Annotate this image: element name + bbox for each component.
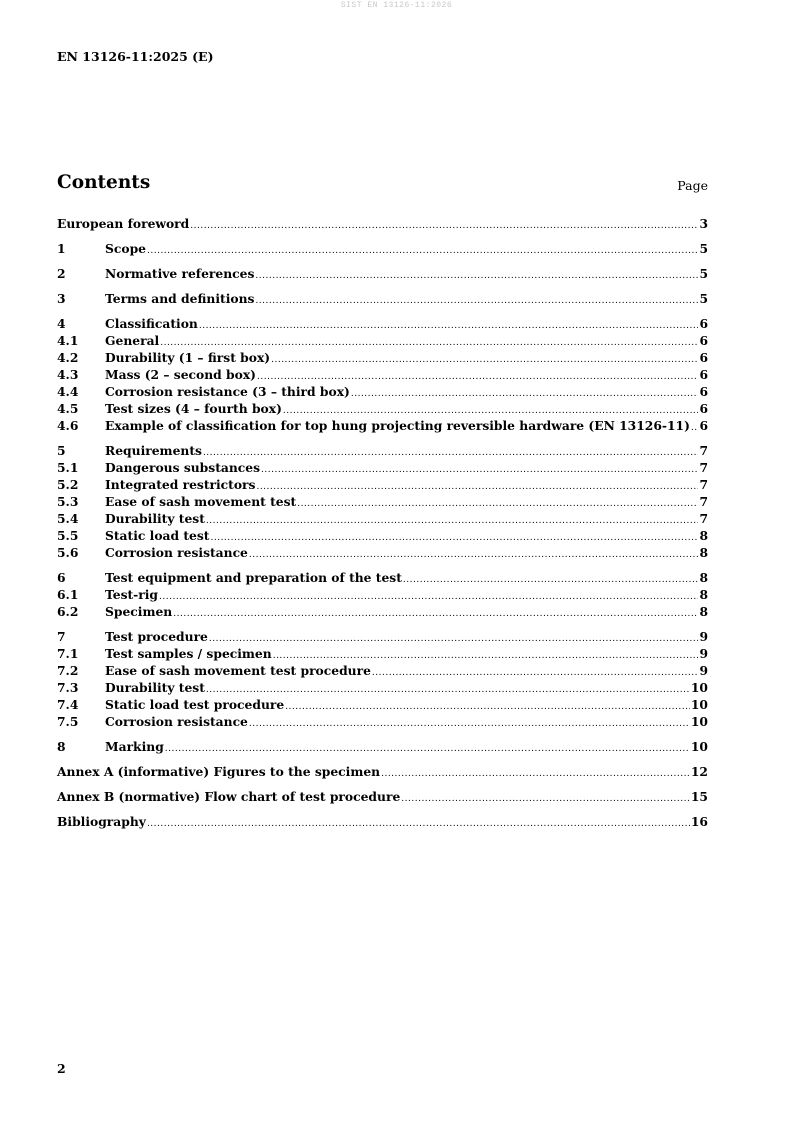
- toc-entry-title: Ease of sash movement test procedure: [105, 663, 371, 678]
- toc-entry-title: Test sizes (4 – fourth box): [105, 401, 282, 416]
- watermark: SIST EN 13126-11:2026: [340, 1, 453, 10]
- toc-entry[interactable]: [57, 679, 708, 696]
- toc-dot-leader: [165, 741, 690, 758]
- toc-entry-page: 5: [699, 241, 708, 256]
- toc-entry-page: 7: [699, 443, 708, 458]
- toc-entry-title: Classification: [105, 316, 198, 331]
- toc-dot-leader: [403, 572, 699, 589]
- toc-entry-number: 5.4: [57, 511, 79, 526]
- toc-entry-title: Dangerous substances: [105, 460, 261, 475]
- toc-entry-title: Test-rig: [105, 587, 159, 602]
- toc-entry-number: 6.2: [57, 604, 79, 619]
- toc-entry-title: Bibliography: [57, 814, 146, 829]
- toc-entry-page: 9: [699, 663, 708, 678]
- toc-entry[interactable]: [57, 215, 708, 232]
- toc-entry-page: 6: [699, 367, 708, 382]
- toc-entry-title: Ease of sash movement test: [105, 494, 297, 509]
- toc-entry[interactable]: [57, 290, 708, 307]
- toc-entry-page: 7: [699, 511, 708, 526]
- toc-dot-leader: [401, 791, 690, 808]
- toc-dot-leader: [256, 479, 698, 496]
- toc-entry-page: 3: [699, 216, 708, 231]
- toc-entry-number: 2: [57, 266, 66, 281]
- toc-entry-page: 8: [699, 570, 708, 585]
- toc-entry[interactable]: [57, 265, 708, 282]
- toc-dot-leader: [691, 420, 699, 437]
- toc-entry-number: 4.4: [57, 384, 79, 399]
- toc-dot-leader: [351, 386, 699, 403]
- toc-dot-leader: [381, 766, 690, 783]
- toc-entry-title: Corrosion resistance: [105, 545, 248, 560]
- toc-entry-number: 7.3: [57, 680, 79, 695]
- toc-entry-number: 5: [57, 443, 66, 458]
- toc-entry-page: 6: [699, 333, 708, 348]
- toc-entry[interactable]: [57, 240, 708, 257]
- toc-entry-title: European foreword: [57, 216, 190, 231]
- toc-entry-page: 6: [699, 401, 708, 416]
- toc-dot-leader: [261, 462, 698, 479]
- toc-entry-title: Durability test: [105, 680, 205, 695]
- toc-entry[interactable]: [57, 476, 708, 493]
- toc-dot-leader: [147, 243, 698, 260]
- toc-entry-page: 6: [699, 350, 708, 365]
- toc-dot-leader: [210, 530, 698, 547]
- toc-entry-page: 15: [690, 789, 708, 804]
- contents-title: Contents: [57, 172, 151, 193]
- toc-entry[interactable]: [57, 603, 708, 620]
- toc-entry-number: 6: [57, 570, 66, 585]
- toc-entry[interactable]: [57, 628, 708, 645]
- toc-entry-page: 12: [690, 764, 708, 779]
- toc-entry-number: 4.5: [57, 401, 79, 416]
- toc-entry[interactable]: [57, 459, 708, 476]
- toc-dot-leader: [255, 268, 698, 285]
- toc-entry-title: Durability (1 – first box): [105, 350, 271, 365]
- toc-entry-title: Specimen: [105, 604, 173, 619]
- toc-entry[interactable]: [57, 493, 708, 510]
- toc-dot-leader: [173, 606, 698, 623]
- toc-entry-page: 6: [699, 384, 708, 399]
- toc-entry[interactable]: [57, 788, 708, 805]
- toc-entry-title: Requirements: [105, 443, 202, 458]
- toc-entry-page: 10: [690, 714, 708, 729]
- toc-entry-number: 5.3: [57, 494, 79, 509]
- toc-entry-number: 4: [57, 316, 66, 331]
- toc-entry-number: 1: [57, 241, 66, 256]
- toc-entry[interactable]: [57, 383, 708, 400]
- toc-entry-title: Example of classification for top hung projecting reversible hardware (EN 13126-11): [105, 418, 690, 433]
- toc-entry[interactable]: [57, 713, 708, 730]
- toc-dot-leader: [209, 631, 699, 648]
- toc-entry-number: 5.1: [57, 460, 79, 475]
- toc-entry-title: Corrosion resistance: [105, 714, 248, 729]
- document-id: EN 13126-11:2025 (E): [57, 49, 214, 64]
- toc-entry-title: Static load test: [105, 528, 210, 543]
- toc-dot-leader: [159, 589, 698, 606]
- toc-dot-leader: [255, 293, 698, 310]
- toc-entry-title: Durability test: [105, 511, 205, 526]
- toc-entry-title: General: [105, 333, 160, 348]
- toc-entry-number: 5.6: [57, 545, 79, 560]
- toc-entry[interactable]: [57, 738, 708, 755]
- toc-entry-number: 7.5: [57, 714, 79, 729]
- toc-entry-page: 8: [699, 604, 708, 619]
- toc-entry-number: 5.2: [57, 477, 79, 492]
- toc-entry-number: 3: [57, 291, 66, 306]
- toc-entry-page: 6: [699, 316, 708, 331]
- toc-entry-number: 7.2: [57, 663, 79, 678]
- toc-entry-number: 6.1: [57, 587, 79, 602]
- toc-entry-page: 5: [699, 291, 708, 306]
- toc-entry-title: Test procedure: [105, 629, 208, 644]
- toc-entry-title: Annex B (normative) Flow chart of test procedure: [57, 789, 401, 804]
- toc-entry-title: Test equipment and preparation of the test: [105, 570, 402, 585]
- toc-dot-leader: [249, 716, 690, 733]
- toc-entry-page: 10: [690, 680, 708, 695]
- page-column-label: Page: [677, 178, 708, 193]
- toc-entry-number: 7: [57, 629, 66, 644]
- toc-entry-title: Normative references: [105, 266, 255, 281]
- toc-entry-page: 7: [699, 477, 708, 492]
- toc-entry[interactable]: [57, 332, 708, 349]
- toc-entry-title: Marking: [105, 739, 164, 754]
- toc-dot-leader: [372, 665, 699, 682]
- toc-entry-number: 5.5: [57, 528, 79, 543]
- toc-dot-leader: [203, 445, 699, 462]
- toc-dot-leader: [249, 547, 699, 564]
- toc-entry[interactable]: [57, 366, 708, 383]
- toc-entry-page: 10: [690, 739, 708, 754]
- toc-entry-title: Annex A (informative) Figures to the specimen: [57, 764, 381, 779]
- toc-entry-page: 10: [690, 697, 708, 712]
- toc-entry-number: 4.1: [57, 333, 79, 348]
- page-number: 2: [57, 1061, 66, 1076]
- toc-dot-leader: [190, 218, 698, 235]
- toc-entry[interactable]: [57, 586, 708, 603]
- table-of-contents: [57, 215, 708, 830]
- toc-entry-title: Test samples / specimen: [105, 646, 272, 661]
- toc-entry[interactable]: [57, 662, 708, 679]
- toc-entry[interactable]: [57, 763, 708, 780]
- toc-entry[interactable]: [57, 442, 708, 459]
- toc-entry-title: Mass (2 – second box): [105, 367, 256, 382]
- toc-entry-number: 7.4: [57, 697, 79, 712]
- toc-entry-page: 9: [699, 629, 708, 644]
- toc-entry-number: 4.2: [57, 350, 79, 365]
- toc-entry[interactable]: [57, 349, 708, 366]
- toc-entry-page: 7: [699, 494, 708, 509]
- toc-entry-number: 4.3: [57, 367, 79, 382]
- toc-entry-number: 8: [57, 739, 66, 754]
- toc-entry[interactable]: [57, 569, 708, 586]
- toc-entry-page: 5: [699, 266, 708, 281]
- toc-entry-title: Scope: [105, 241, 146, 256]
- toc-dot-leader: [271, 352, 698, 369]
- toc-entry-page: 9: [699, 646, 708, 661]
- toc-entry[interactable]: [57, 400, 708, 417]
- toc-entry[interactable]: [57, 510, 708, 527]
- toc-entry-page: 6: [699, 418, 708, 433]
- toc-entry[interactable]: [57, 645, 708, 662]
- toc-entry-page: 8: [699, 528, 708, 543]
- toc-entry[interactable]: [57, 527, 708, 544]
- toc-entry-title: Corrosion resistance (3 – third box): [105, 384, 350, 399]
- toc-dot-leader: [199, 318, 699, 335]
- toc-entry[interactable]: [57, 544, 708, 561]
- toc-entry-number: 7.1: [57, 646, 79, 661]
- toc-dot-leader: [147, 816, 690, 833]
- toc-entry[interactable]: [57, 315, 708, 332]
- toc-entry[interactable]: [57, 696, 708, 713]
- toc-dot-leader: [297, 496, 698, 513]
- toc-entry-page: 8: [699, 545, 708, 560]
- toc-entry-title: Integrated restrictors: [105, 477, 256, 492]
- toc-entry-title: Terms and definitions: [105, 291, 255, 306]
- toc-entry-page: 16: [690, 814, 708, 829]
- toc-entry[interactable]: [57, 813, 708, 830]
- toc-entry-page: 7: [699, 460, 708, 475]
- toc-entry[interactable]: [57, 417, 708, 434]
- toc-entry-number: 4.6: [57, 418, 79, 433]
- toc-entry-title: Static load test procedure: [105, 697, 285, 712]
- toc-entry-page: 8: [699, 587, 708, 602]
- toc-dot-leader: [206, 513, 699, 530]
- toc-dot-leader: [285, 699, 690, 716]
